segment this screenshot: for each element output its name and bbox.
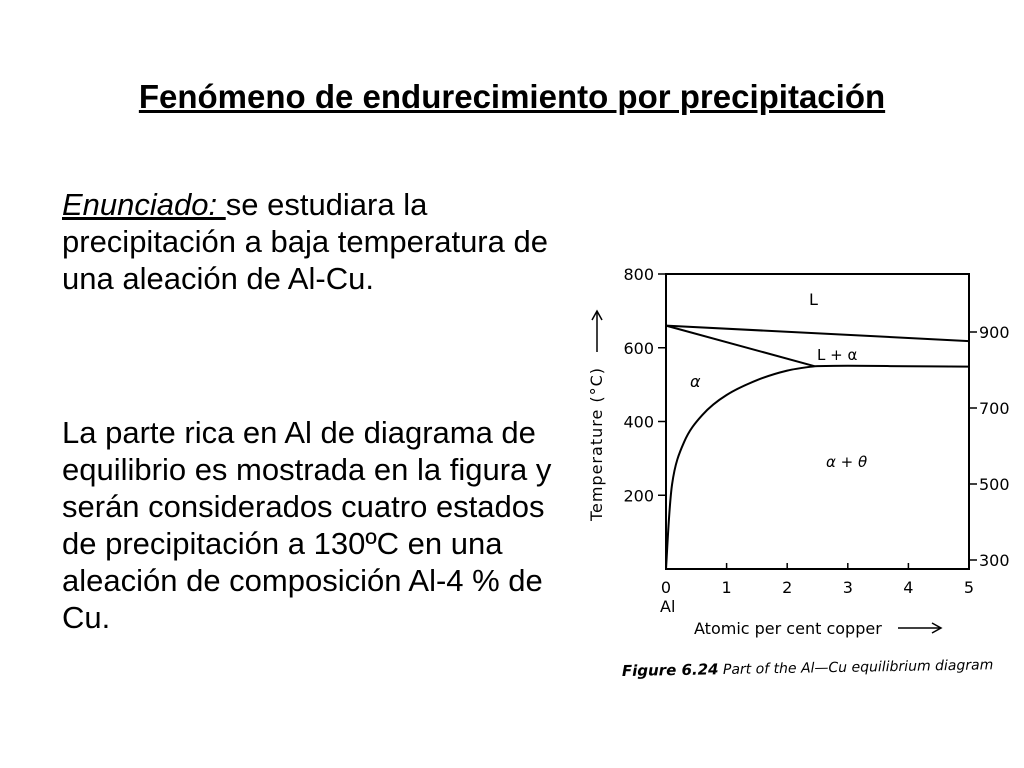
slide-title: Fenómeno de endurecimiento por precipitación <box>138 78 886 115</box>
solvus-curve <box>666 366 815 569</box>
x-axis-label: Atomic per cent copper <box>694 619 882 638</box>
eutectic-line <box>815 366 970 367</box>
right-tick-label: 300 <box>979 551 1010 570</box>
phase-label-alpha-theta: α + θ <box>826 453 868 471</box>
statement-text: se estudiara la precipitación a baja temperatura de una aleación de Al-Cu. <box>62 187 548 296</box>
y-tick-label: 400 <box>623 412 654 432</box>
x-origin-label: Al <box>660 597 676 616</box>
right-tick-label: 700 <box>979 399 1010 418</box>
phase-diagram-figure <box>580 262 1020 692</box>
phase-label-liquid-alpha: L + α <box>817 346 858 364</box>
x-tick-label: 5 <box>963 578 975 597</box>
y-tick-label: 800 <box>623 265 654 284</box>
y-axis-ticks <box>623 265 666 505</box>
x-axis-arrow <box>898 623 941 633</box>
phase-label-alpha: α <box>690 372 701 391</box>
x-tick-label: 4 <box>903 578 914 597</box>
x-tick-label: 0 <box>660 578 672 597</box>
statement-lead: Enunciado: <box>62 187 226 222</box>
figure-caption-number: Figure 6.24 <box>621 660 719 680</box>
x-tick-label: 1 <box>721 578 732 597</box>
y-axis-arrow <box>592 311 602 352</box>
phase-label-liquid: L <box>809 290 818 309</box>
description-paragraph: La parte rica en Al de diagrama de equilibrio es mostrada en la figura y serán considerados cuatro estados de precipitación a 130ºC en una aleación de composición Al-4 % de Cu. <box>62 415 552 635</box>
figure-caption-text: Part of the Al—Cu equilibrium diagram <box>722 657 994 678</box>
right-tick-label: 900 <box>979 323 1010 342</box>
y-axis-label: Temperature (°C) <box>587 366 606 522</box>
right-tick-label: 500 <box>979 475 1010 494</box>
x-tick-label: 2 <box>782 578 793 597</box>
statement-paragraph <box>62 186 562 297</box>
right-axis-ticks <box>969 323 1010 570</box>
y-tick-label: 200 <box>623 486 654 506</box>
plot-frame <box>666 274 969 569</box>
y-tick-label: 600 <box>623 338 654 358</box>
x-tick-label: 3 <box>842 578 853 597</box>
